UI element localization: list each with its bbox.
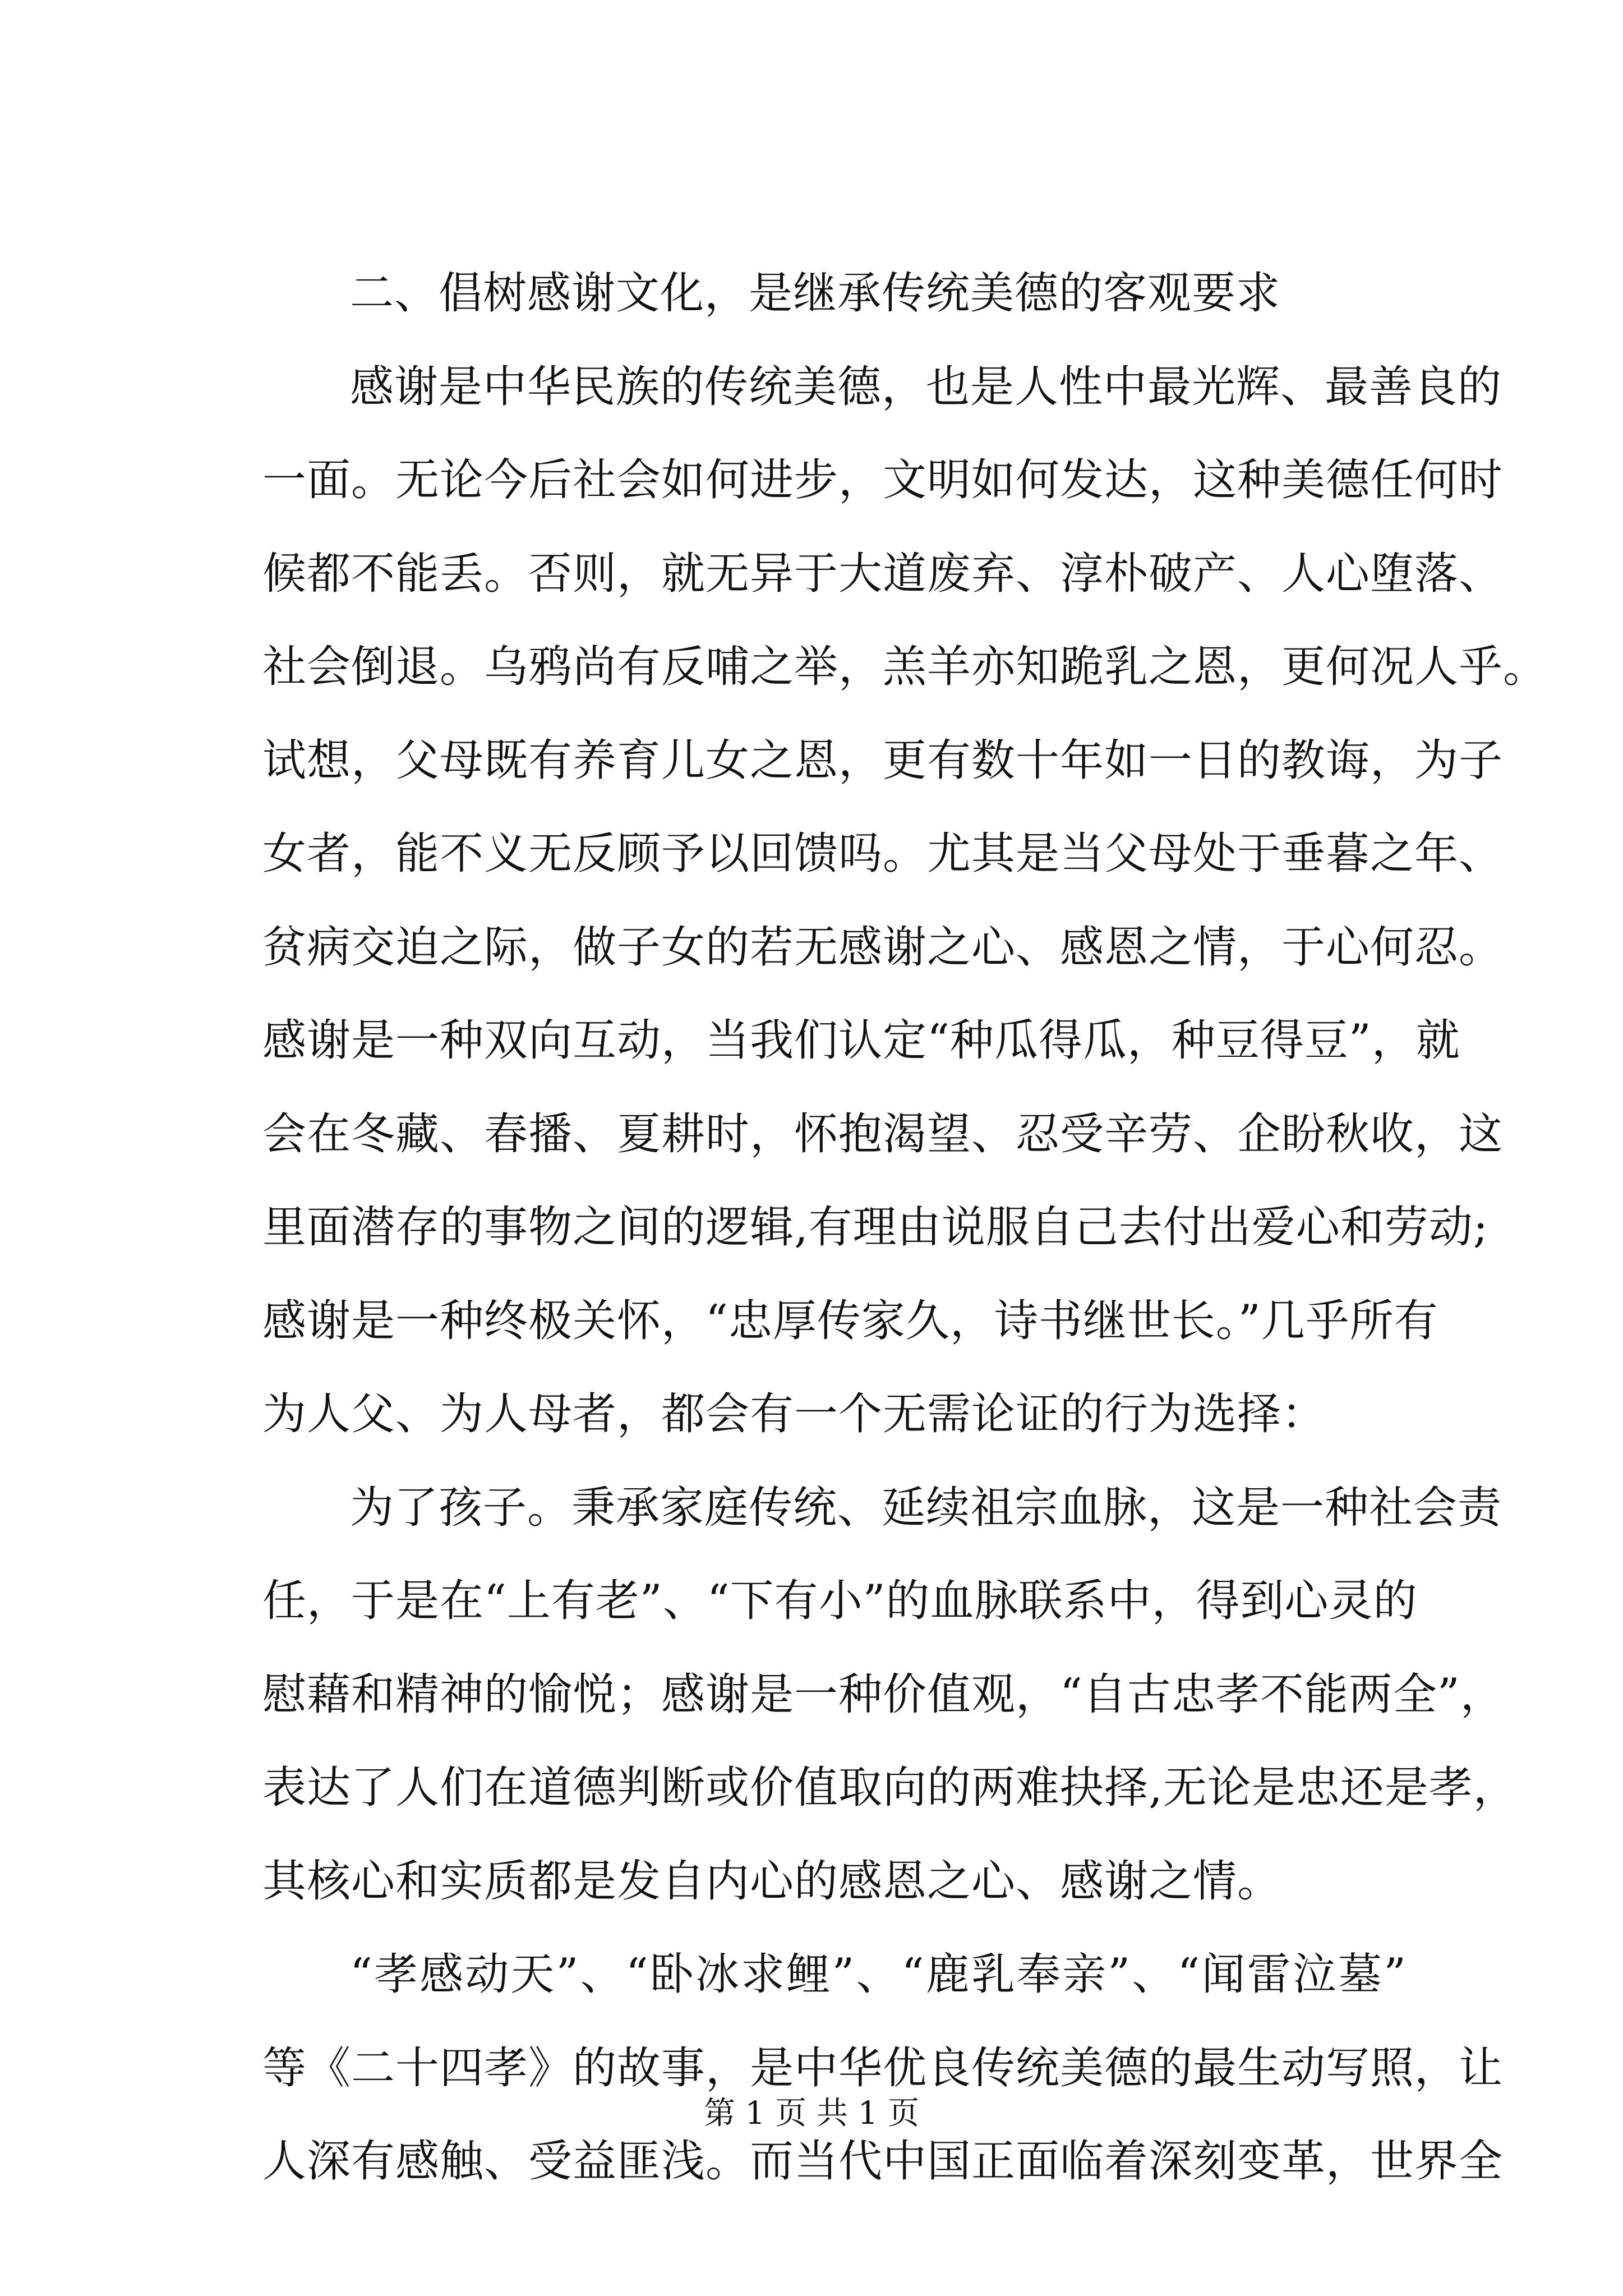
text-line: 为人父、为人母者，都会有一个无需论证的行为选择： — [262, 1389, 1326, 1439]
text-line: 表达了人们在道德判断或价值取向的两难抉择,无论是忠还是孝， — [262, 1763, 1518, 1813]
text-line: 等《二十四孝》的故事，是中华优良传统美德的最生动写照，让 — [262, 2042, 1504, 2093]
text-line: 二、倡树感谢文化，是继承传统美德的客观要求 — [350, 268, 1281, 319]
text-line: 感谢是一种双向互动，当我们认定“种瓜得瓜，种豆得豆”，就 — [262, 1015, 1460, 1066]
text-line: 感谢是中华民族的传统美德，也是人性中最光辉、最善良的 — [350, 361, 1502, 412]
text-line: 候都不能丢。否则，就无异于大道废弃、淳朴破产、人心堕落、 — [262, 548, 1504, 599]
text-line: 为了孩子。秉承家庭传统、延续祖宗血脉，这是一种社会责 — [350, 1482, 1502, 1533]
text-line: 任，于是在“上有老”、“下有小”的血脉联系中，得到心灵的 — [262, 1576, 1418, 1626]
page-footer: 第 1 页 共 1 页 — [703, 2095, 920, 2132]
text-line: 里面潜存的事物之间的逻辑,有理由说服自己去付出爱心和劳动; — [262, 1202, 1489, 1253]
text-line: 会在冬藏、春播、夏耕时，怀抱渴望、忍受辛劳、企盼秋收，这 — [262, 1108, 1504, 1159]
document-body — [262, 247, 1548, 2208]
text-line: 一面。无论今后社会如何进步，文明如何发达，这种美德任何时 — [262, 455, 1504, 505]
text-line: 社会倒退。乌鸦尚有反哺之举，羔羊亦知跪乳之恩，更何况人乎。 — [262, 642, 1548, 692]
text-line: 试想，父母既有养育儿女之恩，更有数十年如一日的教诲，为子 — [262, 735, 1504, 786]
text-line: 感谢是一种终极关怀，“忠厚传家久，诗书继世长。”几乎所有 — [262, 1295, 1438, 1346]
text-line: 慰藉和精神的愉悦；感谢是一种价值观，“自古忠孝不能两全”， — [262, 1669, 1505, 1720]
text-line: 女者，能不义无反顾予以回馈吗。尤其是当父母处于垂暮之年、 — [262, 829, 1504, 879]
text-line: 其核心和实质都是发自内心的感恩之心、感谢之情。 — [262, 1856, 1282, 1907]
text-line: “孝感动天”、“卧冰求鲤”、“鹿乳奉亲”、“闻雷泣墓” — [350, 1949, 1407, 2000]
text-line: 贫病交迫之际，做子女的若无感谢之心、感恩之情，于心何忍。 — [262, 922, 1504, 973]
text-line: 人深有感触、受益匪浅。而当代中国正面临着深刻变革，世界全 — [262, 2136, 1504, 2187]
